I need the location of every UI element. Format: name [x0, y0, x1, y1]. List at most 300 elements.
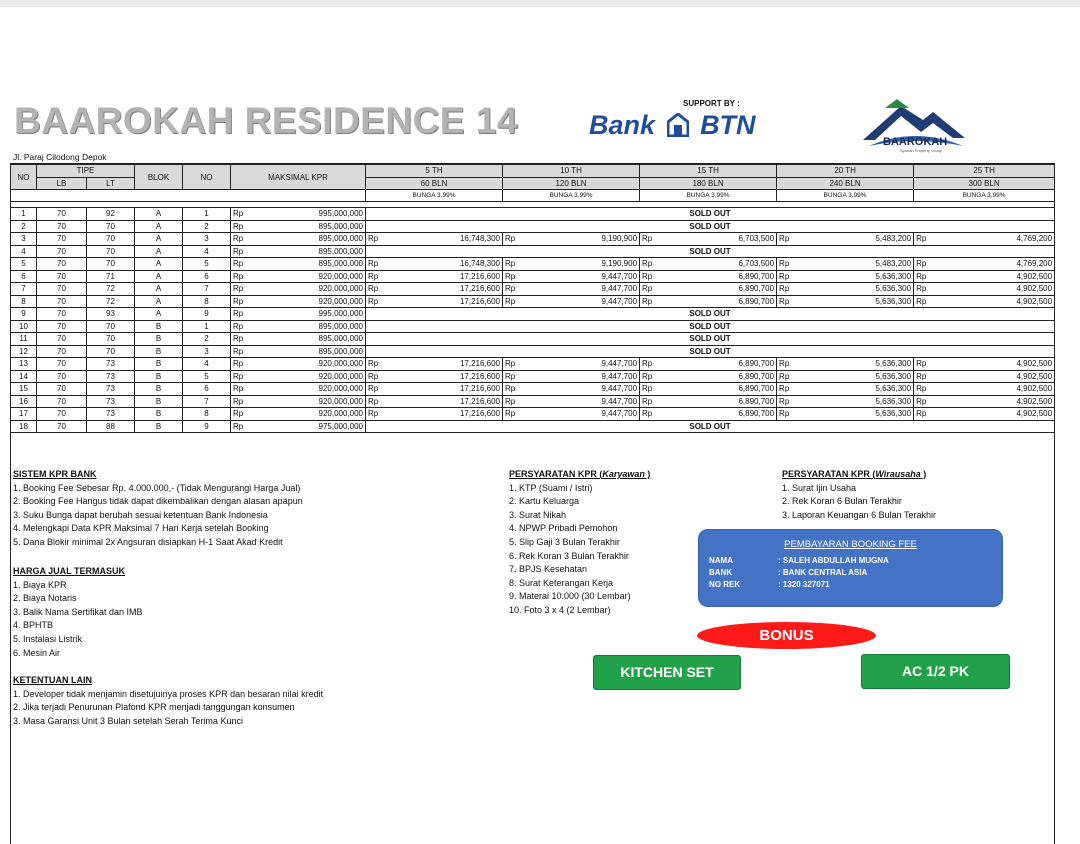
installment-currency: Rp — [914, 258, 928, 271]
row-lb: 70 — [37, 258, 87, 271]
row-lt: 72 — [87, 295, 135, 308]
sistem-kpr-heading: SISTEM KPR BANK — [13, 469, 97, 479]
installment-value: 6,890,700 — [654, 270, 777, 283]
sistem-kpr-item: 4. Melengkapi Data KPR Maksimal 7 Hari Kerja setelah Booking — [13, 523, 269, 534]
row-lb: 70 — [37, 245, 87, 258]
table-row — [11, 358, 1055, 371]
installment-currency: Rp — [914, 383, 928, 396]
table-row — [11, 420, 1055, 433]
row-unit-no: 1 — [183, 320, 231, 333]
persyaratan-karyawan-item: 10. Foto 3 x 4 (2 Lembar) — [509, 604, 611, 615]
row-no: 15 — [11, 383, 37, 396]
row-blok: A — [135, 233, 183, 246]
harga-jual-item: 5. Instalasi Listrik — [13, 633, 83, 644]
table-row — [11, 383, 1055, 396]
row-lt: 73 — [87, 358, 135, 371]
installment-currency: Rp — [777, 370, 791, 383]
sold-out-label: SOLD OUT — [366, 245, 1055, 258]
row-unit-no: 2 — [183, 220, 231, 233]
row-lb: 70 — [37, 308, 87, 321]
bunga-label: BUNGA 3,99% — [640, 190, 777, 202]
header-term-bln: 240 BLN — [777, 177, 914, 190]
row-no: 9 — [11, 308, 37, 321]
header-lb: LB — [37, 177, 87, 190]
row-kpr-currency: Rp — [231, 345, 245, 358]
row-kpr-currency: Rp — [231, 270, 245, 283]
payment-rek-value: : 1320 327071 — [778, 580, 830, 589]
installment-currency: Rp — [914, 283, 928, 296]
row-no: 13 — [11, 358, 37, 371]
installment-value: 9,447,700 — [517, 395, 640, 408]
installment-value: 6,890,700 — [654, 358, 777, 371]
row-no: 18 — [11, 420, 37, 433]
installment-value: 9,447,700 — [517, 383, 640, 396]
installment-currency: Rp — [914, 270, 928, 283]
table-row — [11, 308, 1055, 321]
row-no: 16 — [11, 395, 37, 408]
row-no: 12 — [11, 345, 37, 358]
baarokah-logo — [855, 96, 970, 158]
row-blok: B — [135, 383, 183, 396]
installment-currency: Rp — [503, 408, 517, 421]
row-lt: 93 — [87, 308, 135, 321]
row-no: 10 — [11, 320, 37, 333]
support-label: SUPPORT BY : — [683, 99, 740, 108]
row-kpr-value: 895,000,000 — [245, 345, 366, 358]
table-row — [11, 270, 1055, 283]
table-row — [11, 295, 1055, 308]
row-lt: 70 — [87, 245, 135, 258]
installment-value: 6,890,700 — [654, 295, 777, 308]
payment-nama-value: : SALEH ABDULLAH MUGNA — [778, 556, 889, 565]
row-lt: 73 — [87, 408, 135, 421]
persyaratan-karyawan-item: 9. Materai 10.000 (30 Lembar) — [509, 591, 631, 602]
header-tipe: TIPE — [37, 165, 135, 178]
row-lb: 70 — [37, 270, 87, 283]
installment-currency: Rp — [640, 383, 654, 396]
persyaratan-karyawan-item: 7. BPJS Kesehatan — [509, 564, 588, 575]
row-kpr-value: 995,000,000 — [245, 308, 366, 321]
row-lt: 70 — [87, 320, 135, 333]
installment-currency: Rp — [366, 383, 380, 396]
installment-currency: Rp — [503, 370, 517, 383]
row-kpr-value: 895,000,000 — [245, 220, 366, 233]
payment-bank-value: : BANK CENTRAL ASIA — [778, 568, 868, 577]
row-kpr-currency: Rp — [231, 258, 245, 271]
table-row — [11, 208, 1055, 221]
row-kpr-currency: Rp — [231, 333, 245, 346]
bunga-label: BUNGA 3,99% — [914, 190, 1055, 202]
page-title: BAAROKAH RESIDENCE 14 — [14, 100, 518, 141]
row-lb: 70 — [37, 320, 87, 333]
sold-out-label: SOLD OUT — [366, 308, 1055, 321]
row-no: 2 — [11, 220, 37, 233]
row-kpr-value: 895,000,000 — [245, 320, 366, 333]
row-lb: 70 — [37, 220, 87, 233]
row-lb: 70 — [37, 283, 87, 296]
row-lb: 70 — [37, 295, 87, 308]
row-blok: B — [135, 320, 183, 333]
installment-currency: Rp — [640, 370, 654, 383]
row-unit-no: 5 — [183, 370, 231, 383]
row-lt: 72 — [87, 283, 135, 296]
installment-currency: Rp — [777, 408, 791, 421]
installment-value: 17,216,600 — [380, 408, 503, 421]
ac-bonus: AC 1/2 PK — [861, 654, 1010, 689]
row-no: 4 — [11, 245, 37, 258]
installment-value: 5,636,300 — [791, 383, 914, 396]
installment-currency: Rp — [914, 295, 928, 308]
row-blok: A — [135, 270, 183, 283]
sistem-kpr-section — [13, 468, 303, 550]
installment-currency: Rp — [640, 258, 654, 271]
row-kpr-value: 920,000,000 — [245, 370, 366, 383]
installment-value: 17,216,600 — [380, 283, 503, 296]
row-kpr-currency: Rp — [231, 370, 245, 383]
installment-value: 9,447,700 — [517, 408, 640, 421]
row-no: 14 — [11, 370, 37, 383]
row-kpr-value: 920,000,000 — [245, 295, 366, 308]
row-lb: 70 — [37, 358, 87, 371]
installment-currency: Rp — [914, 370, 928, 383]
header-lt: LT — [87, 177, 135, 190]
harga-jual-heading: HARGA JUAL TERMASUK — [13, 566, 126, 576]
installment-currency: Rp — [914, 233, 928, 246]
installment-currency: Rp — [503, 270, 517, 283]
installment-currency: Rp — [777, 383, 791, 396]
installment-currency: Rp — [777, 270, 791, 283]
installment-value: 5,636,300 — [791, 295, 914, 308]
installment-currency: Rp — [777, 295, 791, 308]
row-lt: 70 — [87, 333, 135, 346]
row-lt: 88 — [87, 420, 135, 433]
installment-value: 9,447,700 — [517, 295, 640, 308]
row-blok: A — [135, 295, 183, 308]
payment-rek-row — [709, 580, 830, 589]
row-blok: A — [135, 258, 183, 271]
row-unit-no: 3 — [183, 345, 231, 358]
row-no: 3 — [11, 233, 37, 246]
persyaratan-karyawan-item: 8. Surat Keterangan Kerja — [509, 577, 614, 588]
row-lt: 73 — [87, 383, 135, 396]
installment-currency: Rp — [503, 383, 517, 396]
header-term-th: 15 TH — [640, 165, 777, 178]
persyaratan-karyawan-item: 6. Rek Koran 3 Bulan Terakhir — [509, 550, 629, 561]
row-unit-no: 4 — [183, 245, 231, 258]
installment-currency: Rp — [640, 395, 654, 408]
sistem-kpr-item: 3. Suku Bunga dapat berubah sesuai ketentuan Bank Indonesia — [13, 509, 268, 520]
row-kpr-value: 895,000,000 — [245, 258, 366, 271]
ketentuan-item: 2. Jika terjadi Penurunan Plafond KPR menjadi tanggungan konsumen — [13, 702, 295, 713]
row-kpr-currency: Rp — [231, 295, 245, 308]
installment-currency: Rp — [503, 395, 517, 408]
installment-value: 4,902,500 — [928, 383, 1055, 396]
installment-value: 5,483,200 — [791, 258, 914, 271]
installment-value: 5,636,300 — [791, 270, 914, 283]
bunga-label: BUNGA 3,99% — [777, 190, 914, 202]
harga-jual-item: 2. Biaya Notaris — [13, 593, 77, 604]
bonus-badge: BONUS — [697, 622, 876, 649]
bank-btn-logo — [589, 110, 756, 144]
row-lt: 70 — [87, 220, 135, 233]
row-kpr-value: 920,000,000 — [245, 270, 366, 283]
row-blok: A — [135, 245, 183, 258]
header-term-th: 25 TH — [914, 165, 1055, 178]
installment-value: 5,636,300 — [791, 283, 914, 296]
harga-jual-section — [13, 565, 143, 660]
row-lt: 92 — [87, 208, 135, 221]
installment-currency: Rp — [777, 258, 791, 271]
table-row — [11, 333, 1055, 346]
row-kpr-currency: Rp — [231, 283, 245, 296]
address: Jl. Paraj Cilodong Depok — [13, 152, 107, 162]
row-blok: B — [135, 333, 183, 346]
installment-currency: Rp — [914, 358, 928, 371]
persyaratan-karyawan-item: 3. Surat Nikah — [509, 509, 567, 520]
header-blok: BLOK — [135, 165, 183, 190]
payment-bank-label: BANK — [709, 568, 733, 577]
table-row — [11, 258, 1055, 271]
row-kpr-currency: Rp — [231, 233, 245, 246]
installment-currency: Rp — [640, 270, 654, 283]
installment-value: 4,902,500 — [928, 270, 1055, 283]
installment-currency: Rp — [366, 233, 380, 246]
row-lb: 70 — [37, 208, 87, 221]
installment-value: 5,483,200 — [791, 233, 914, 246]
ketentuan-item: 3. Masa Garansi Unit 3 Bulan setelah Serah Terima Kunci — [13, 715, 243, 726]
row-blok: B — [135, 370, 183, 383]
row-blok: A — [135, 208, 183, 221]
installment-value: 9,190,900 — [517, 233, 640, 246]
installment-value: 9,190,900 — [517, 258, 640, 271]
installment-currency: Rp — [640, 408, 654, 421]
installment-currency: Rp — [366, 370, 380, 383]
row-lb: 70 — [37, 408, 87, 421]
header-term-th: 20 TH — [777, 165, 914, 178]
table-row — [11, 245, 1055, 258]
installment-currency: Rp — [640, 283, 654, 296]
installment-currency: Rp — [777, 233, 791, 246]
row-no: 17 — [11, 408, 37, 421]
installment-currency: Rp — [366, 270, 380, 283]
installment-currency: Rp — [777, 283, 791, 296]
installment-value: 4,902,500 — [928, 295, 1055, 308]
btn-house-icon — [667, 113, 689, 144]
row-lt: 71 — [87, 270, 135, 283]
installment-currency: Rp — [503, 358, 517, 371]
row-unit-no: 6 — [183, 270, 231, 283]
persyaratan-karyawan-item: 4. NPWP Pribadi Pemohon — [509, 523, 618, 534]
persyaratan-karyawan-heading: PERSYARATAN KPR (Karyawan ) — [509, 469, 651, 479]
installment-value: 5,636,300 — [791, 358, 914, 371]
row-kpr-value: 995,000,000 — [245, 208, 366, 221]
bunga-row — [11, 190, 1055, 202]
installment-value: 6,890,700 — [654, 283, 777, 296]
header-term-th: 5 TH — [366, 165, 503, 178]
table-row — [11, 233, 1055, 246]
header-no-unit: NO — [183, 165, 231, 190]
installment-currency: Rp — [503, 283, 517, 296]
installment-currency: Rp — [366, 395, 380, 408]
row-lb: 70 — [37, 420, 87, 433]
row-lb: 70 — [37, 383, 87, 396]
table-row — [11, 220, 1055, 233]
installment-value: 6,890,700 — [654, 370, 777, 383]
installment-currency: Rp — [366, 283, 380, 296]
installment-value: 6,703,500 — [654, 258, 777, 271]
installment-value: 4,902,500 — [928, 370, 1055, 383]
row-no: 8 — [11, 295, 37, 308]
row-unit-no: 9 — [183, 308, 231, 321]
row-kpr-value: 895,000,000 — [245, 333, 366, 346]
sold-out-label: SOLD OUT — [366, 345, 1055, 358]
row-no: 1 — [11, 208, 37, 221]
payment-bank-row — [709, 568, 867, 577]
payment-nama-row — [709, 556, 889, 565]
sold-out-label: SOLD OUT — [366, 420, 1055, 433]
installment-currency: Rp — [640, 233, 654, 246]
persyaratan-wirausaha-section — [782, 468, 936, 522]
header-term-bln: 180 BLN — [640, 177, 777, 190]
row-unit-no: 4 — [183, 358, 231, 371]
row-kpr-currency: Rp — [231, 245, 245, 258]
row-kpr-value: 920,000,000 — [245, 358, 366, 371]
row-blok: A — [135, 220, 183, 233]
installment-value: 5,636,300 — [791, 370, 914, 383]
row-unit-no: 3 — [183, 233, 231, 246]
ketentuan-section — [13, 674, 323, 728]
persyaratan-wirausaha-item: 2. Rek Koran 6 Bulan Terakhir — [782, 496, 902, 507]
row-kpr-currency: Rp — [231, 320, 245, 333]
sold-out-label: SOLD OUT — [366, 333, 1055, 346]
row-kpr-currency: Rp — [231, 358, 245, 371]
installment-currency: Rp — [777, 395, 791, 408]
row-lb: 70 — [37, 395, 87, 408]
sold-out-label: SOLD OUT — [366, 220, 1055, 233]
bunga-label: BUNGA 3,99% — [503, 190, 640, 202]
installment-value: 17,216,600 — [380, 295, 503, 308]
row-kpr-value: 895,000,000 — [245, 245, 366, 258]
harga-jual-item: 6. Mesin Air — [13, 647, 61, 658]
installment-value: 4,902,500 — [928, 408, 1055, 421]
installment-currency: Rp — [777, 358, 791, 371]
header-term-bln: 60 BLN — [366, 177, 503, 190]
installment-currency: Rp — [503, 295, 517, 308]
sistem-kpr-item: 1. Booking Fee Sebesar Rp. 4.000.000,- (Tidak Mengurangi Harga Jual) — [13, 482, 301, 493]
row-kpr-currency: Rp — [231, 308, 245, 321]
row-kpr-value: 920,000,000 — [245, 383, 366, 396]
row-lb: 70 — [37, 370, 87, 383]
sold-out-label: SOLD OUT — [366, 208, 1055, 221]
installment-value: 9,447,700 — [517, 283, 640, 296]
row-lt: 73 — [87, 370, 135, 383]
row-no: 11 — [11, 333, 37, 346]
booking-fee-heading: PEMBAYARAN BOOKING FEE — [784, 539, 917, 550]
harga-jual-item: 3. Balik Nama Sertifikat dan IMB — [13, 606, 143, 617]
persyaratan-karyawan-item: 2. Kartu Keluarga — [509, 496, 580, 507]
row-lt: 73 — [87, 395, 135, 408]
table-row — [11, 345, 1055, 358]
row-unit-no: 7 — [183, 283, 231, 296]
row-lt: 70 — [87, 345, 135, 358]
row-kpr-value: 920,000,000 — [245, 395, 366, 408]
payment-rek-label: NO REK — [709, 580, 741, 589]
row-unit-no: 6 — [183, 383, 231, 396]
persyaratan-karyawan-item: 1. KTP (Suami / Istri) — [509, 482, 593, 493]
installment-currency: Rp — [366, 295, 380, 308]
table-row — [11, 283, 1055, 296]
baarokah-logo-name: BAAROKAH — [883, 136, 948, 148]
row-lb: 70 — [37, 333, 87, 346]
row-kpr-currency: Rp — [231, 420, 245, 433]
installment-currency: Rp — [366, 258, 380, 271]
installment-value: 6,703,500 — [654, 233, 777, 246]
payment-nama-label: NAMA — [709, 556, 733, 565]
installment-value: 5,636,300 — [791, 395, 914, 408]
installment-value: 17,216,600 — [380, 395, 503, 408]
installment-currency: Rp — [640, 295, 654, 308]
installment-value: 17,216,600 — [380, 270, 503, 283]
row-unit-no: 5 — [183, 258, 231, 271]
row-lt: 70 — [87, 233, 135, 246]
row-kpr-currency: Rp — [231, 395, 245, 408]
row-kpr-value: 920,000,000 — [245, 283, 366, 296]
persyaratan-wirausaha-item: 1. Surat Ijin Usaha — [782, 482, 857, 493]
baarokah-logo-sub: Syariah Property Group — [900, 148, 943, 153]
installment-value: 17,216,600 — [380, 358, 503, 371]
bank-logo-text: Bank — [589, 110, 656, 140]
row-blok: A — [135, 308, 183, 321]
row-lt: 70 — [87, 258, 135, 271]
installment-value: 4,769,200 — [928, 258, 1055, 271]
row-blok: B — [135, 345, 183, 358]
bunga-spacer — [11, 190, 366, 202]
row-kpr-currency: Rp — [231, 220, 245, 233]
installment-currency: Rp — [503, 233, 517, 246]
row-unit-no: 7 — [183, 395, 231, 408]
installment-currency: Rp — [914, 395, 928, 408]
row-blok: A — [135, 283, 183, 296]
installment-value: 4,902,500 — [928, 358, 1055, 371]
installment-value: 9,447,700 — [517, 370, 640, 383]
row-no: 6 — [11, 270, 37, 283]
row-kpr-currency: Rp — [231, 208, 245, 221]
harga-jual-item: 1. Biaya KPR — [13, 579, 67, 590]
installment-value: 9,447,700 — [517, 358, 640, 371]
table-row — [11, 395, 1055, 408]
row-kpr-value: 975,000,000 — [245, 420, 366, 433]
row-blok: B — [135, 420, 183, 433]
btn-logo-text: BTN — [700, 110, 756, 140]
row-unit-no: 2 — [183, 333, 231, 346]
bunga-label: BUNGA 3,99% — [366, 190, 503, 202]
row-lb: 70 — [37, 345, 87, 358]
sistem-kpr-item: 2. Booking Fee Hangus tidak dapat dikembalikan dengan alasan apapun — [13, 496, 303, 507]
header-no: NO — [11, 165, 37, 190]
kitchen-set-bonus: KITCHEN SET — [593, 655, 741, 690]
installment-value: 4,769,200 — [928, 233, 1055, 246]
row-kpr-currency: Rp — [231, 408, 245, 421]
row-unit-no: 8 — [183, 295, 231, 308]
row-kpr-value: 920,000,000 — [245, 408, 366, 421]
header-term-bln: 300 BLN — [914, 177, 1055, 190]
installment-value: 9,447,700 — [517, 270, 640, 283]
sistem-kpr-item: 5. Dana Blokir minimal 2x Angsuran disiapkan H-1 Saat Akad Kredit — [13, 536, 283, 547]
installment-currency: Rp — [366, 358, 380, 371]
row-no: 5 — [11, 258, 37, 271]
header-term-bln: 120 BLN — [503, 177, 640, 190]
installment-currency: Rp — [503, 258, 517, 271]
